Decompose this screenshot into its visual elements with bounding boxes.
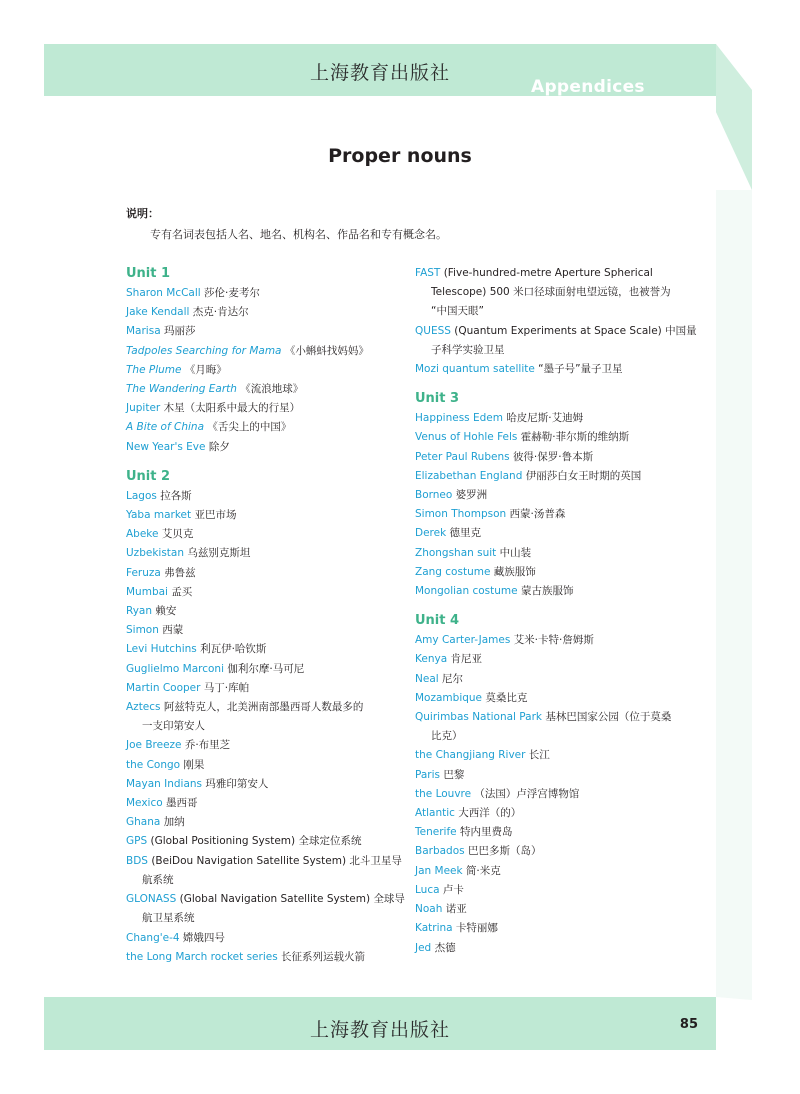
entry-term: Jan Meek: [415, 864, 463, 877]
entry-translation: 伊丽莎白女王时期的英国: [525, 469, 642, 482]
entry-full-name: (Quantum Experiments at Space Scale): [454, 324, 662, 337]
glossary-entry: [126, 756, 408, 775]
entry-term: Ghana: [126, 816, 161, 829]
entry-translation: 藏族服饰: [493, 565, 536, 578]
entry-full-name: (Global Navigation Satellite System): [179, 893, 371, 906]
glossary-entry: [415, 582, 697, 601]
entry-term: The Wandering Earth: [126, 383, 237, 396]
entry-term: The Plume: [126, 363, 182, 376]
entry-translation: 阿兹特克人，北美洲南部墨西哥人数最多的: [163, 701, 364, 714]
entry-term: FAST: [415, 267, 441, 279]
entry-translation: 墨西哥: [166, 797, 198, 810]
glossary-entry: [415, 670, 697, 689]
entry-translation: 婆罗洲: [455, 489, 488, 502]
glossary-entry: [415, 505, 697, 524]
glossary-entry: [415, 486, 697, 505]
footer-band: [44, 997, 716, 1050]
glossary-entry: [415, 842, 697, 861]
entry-term: Mumbai: [126, 585, 168, 598]
entry-translation: 北斗卫星导: [349, 854, 402, 867]
entry-term: Venus of Hohle Fels: [415, 431, 518, 444]
glossary-entry: [415, 467, 697, 486]
entry-term: Martin Cooper: [126, 681, 201, 694]
entry-term: Uzbekistan: [126, 547, 184, 560]
entry-term: GPS: [126, 835, 148, 848]
glossary-entry: [415, 919, 697, 938]
entry-term: Jake Kendall: [126, 306, 190, 319]
entry-term: Guglielmo Marconi: [126, 662, 225, 675]
entry-term: Mozi quantum satellite: [415, 363, 535, 376]
entry-translation: 玛雅印第安人: [205, 777, 269, 790]
entry-translation: 肯尼亚: [450, 653, 482, 666]
entry-translation: 拉各斯: [160, 489, 192, 502]
entry-term: Noah: [415, 903, 443, 916]
entry-translation: 哈皮尼斯·艾迪姆: [506, 412, 584, 425]
glossary-entry: [415, 900, 697, 919]
glossary-entry: [126, 621, 408, 640]
entry-term: New Year's Eve: [126, 440, 206, 453]
entry-full-name: (Global Positioning System): [150, 835, 296, 848]
glossary-entry: [415, 881, 697, 900]
entry-translation: 巴黎: [443, 768, 465, 781]
entry-term: Amy Carter-James: [415, 634, 511, 647]
entry-translation: 长征系列运载火箭: [281, 950, 366, 963]
entry-translation: 《舌尖上的中国》: [207, 421, 292, 434]
entry-term: Elizabethan England: [415, 469, 523, 482]
entry-translation: 《月晦》: [184, 363, 227, 376]
glossary-entry: [126, 418, 408, 437]
header-publisher: 上海教育出版社: [309, 62, 450, 84]
entry-translation: 杰克·肯达尔: [192, 306, 249, 319]
glossary-entry: [126, 660, 408, 679]
entry-translation: 中山装: [499, 546, 532, 559]
glossary-entry: [415, 785, 697, 804]
left-column: [126, 264, 408, 967]
entry-translation: 孟买: [171, 585, 193, 598]
footer-publisher: 上海教育出版社: [309, 1019, 450, 1041]
entry-translation: 诺亚: [445, 903, 467, 916]
unit-heading: Unit 1: [126, 266, 171, 281]
glossary-entry: [415, 524, 697, 543]
entry-translation: 加纳: [163, 816, 185, 829]
entry-translation: 伽利尔摩·马可尼: [227, 662, 305, 675]
entry-term: Paris: [415, 768, 440, 781]
glossary-entry: [126, 361, 408, 380]
entry-translation: 艾米·卡特·詹姆斯: [513, 634, 594, 647]
glossary-entry: [415, 708, 697, 746]
entry-term: Zhongshan suit: [415, 546, 497, 559]
entry-term: the Long March rocket series: [126, 950, 278, 963]
entry-translation: 莎伦·麦考尔: [204, 287, 260, 299]
entry-translation: 西蒙: [162, 624, 184, 637]
entry-term: Feruza: [126, 566, 161, 579]
glossary-entry: [415, 264, 697, 322]
entry-term: Borneo: [415, 489, 453, 502]
entry-continuation: 比克）: [431, 730, 463, 743]
entry-continuation: 子科学实验卫星: [431, 343, 505, 356]
entry-translation: 《小蝌蚪找妈妈》: [284, 344, 369, 357]
entry-term: Tadpoles Searching for Mama: [126, 344, 282, 357]
glossary-entry: [415, 631, 697, 650]
glossary-entry: [126, 890, 408, 928]
entry-continuation: 航卫星系统: [142, 912, 195, 925]
entry-translation: 尼尔: [442, 672, 464, 685]
entry-continuation: “中国天眼”: [431, 305, 484, 318]
entry-translation: 玛丽莎: [163, 325, 196, 338]
entry-translation: “墨子号”量子卫星: [538, 363, 623, 376]
entry-translation: 莫桑比克: [485, 691, 528, 704]
unit-heading: Unit 3: [415, 391, 460, 407]
entry-translation: 全球定位系统: [298, 835, 362, 848]
entry-term: Abeke: [126, 528, 159, 541]
entry-translation: 马丁·库帕: [203, 681, 250, 694]
glossary-entry: [126, 322, 408, 341]
entry-term: Mexico: [126, 797, 163, 810]
entry-term: Zang costume: [415, 565, 491, 578]
entry-term: Joe Breeze: [126, 739, 182, 752]
entry-translation: 西蒙·汤普森: [509, 508, 566, 521]
entry-term: Peter Paul Rubens: [415, 450, 510, 463]
entry-term: Marisa: [126, 325, 161, 338]
entry-term: GLONASS: [126, 893, 177, 906]
entry-translation: 亚巴市场: [194, 509, 237, 522]
entry-translation: 嫦娥四号: [182, 931, 225, 944]
glossary-entry: [126, 736, 408, 755]
glossary-entry: [126, 487, 408, 506]
glossary-entry: [126, 342, 408, 361]
entry-translation: 大西洋（的）: [458, 807, 522, 820]
glossary-entry: [415, 409, 697, 428]
entry-term: Ryan: [126, 605, 153, 618]
entry-term: Simon Thompson: [415, 508, 507, 521]
entry-term: the Louvre: [415, 787, 472, 800]
glossary-entry: [126, 583, 408, 602]
glossary-entry: [415, 746, 697, 765]
entry-translation: 艾贝克: [161, 528, 194, 541]
glossary-entry: [126, 832, 408, 851]
note-heading: 说明：: [126, 207, 159, 220]
entry-term: Jupiter: [126, 402, 161, 415]
entry-translation: （法国）卢浮宫博物馆: [474, 787, 580, 800]
glossary-entry: [126, 948, 408, 967]
glossary-entry: [126, 284, 408, 303]
entry-translation: 霍赫勒·菲尔斯的维纳斯: [520, 431, 630, 444]
entry-term: Kenya: [415, 653, 448, 666]
entry-translation: 彼得·保罗·鲁本斯: [512, 450, 594, 463]
glossary-entry: [126, 525, 408, 544]
glossary-entry: [126, 852, 408, 890]
entry-translation: 德里克: [449, 527, 482, 540]
glossary-entry: [126, 813, 408, 832]
entry-translation: 卡特丽娜: [455, 922, 498, 935]
entry-continuation: 一支印第安人: [142, 720, 205, 733]
entry-term: Tenerife: [415, 826, 457, 839]
glossary-entry: [415, 689, 697, 708]
glossary-entry: [415, 939, 697, 958]
entry-term: Atlantic: [415, 807, 455, 820]
entry-translation: 《流浪地球》: [240, 383, 304, 396]
entry-term: Aztecs: [126, 701, 161, 714]
entry-term: Jed: [415, 941, 432, 954]
page-title: Proper nouns: [328, 145, 472, 167]
entry-translation: 除夕: [208, 440, 230, 453]
entry-continuation: 航系统: [142, 873, 174, 886]
glossary-entry: [126, 698, 408, 736]
page-number: 85: [679, 1017, 698, 1032]
glossary-entry: [126, 640, 408, 659]
entry-translation: 利瓦伊·哈钦斯: [200, 643, 267, 656]
right-column: [415, 264, 697, 958]
entry-term: the Congo: [126, 758, 181, 771]
entry-translation: 巴巴多斯（岛）: [467, 845, 542, 858]
entry-translation: 乌兹别克斯坦: [187, 547, 251, 560]
entry-term: Sharon McCall: [126, 287, 201, 299]
entry-translation: 长江: [528, 749, 550, 762]
glossary-entry: [126, 679, 408, 698]
entry-translation: 乔·布里芝: [184, 739, 231, 752]
entry-term: Levi Hutchins: [126, 643, 197, 656]
entry-term: the Changjiang River: [415, 749, 526, 762]
entry-continuation: Telescope) 500 米口径球面射电望远镜，也被誉为: [431, 286, 671, 299]
glossary-entry: [126, 602, 408, 621]
glossary-entry: [126, 564, 408, 583]
entry-translation: 弗鲁兹: [164, 566, 196, 579]
entry-translation: 卢卡: [442, 883, 464, 896]
entry-term: Derek: [415, 527, 447, 540]
glossary-entry: [415, 823, 697, 842]
glossary-entry: [126, 380, 408, 399]
entry-term: Mozambique: [415, 691, 483, 704]
entry-term: Happiness Edem: [415, 412, 503, 425]
glossary-entry: [415, 360, 697, 379]
glossary-entry: [415, 650, 697, 669]
glossary-entry: [415, 862, 697, 881]
entry-full-name: (Five-hundred-metre Aperture Spherical: [443, 267, 653, 279]
glossary-entry: [126, 775, 408, 794]
entry-term: Lagos: [126, 489, 157, 502]
entry-term: Luca: [415, 883, 440, 896]
entry-term: Neal: [415, 672, 439, 685]
unit-heading: Unit 4: [415, 613, 460, 629]
glossary-entry: [415, 563, 697, 582]
entry-translation: 蒙古族服饰: [520, 585, 574, 598]
section-label: Appendices: [531, 77, 645, 97]
entry-translation: 赖安: [155, 605, 177, 618]
entry-term: A Bite of China: [126, 421, 205, 434]
glossary-entry: [415, 322, 697, 360]
glossary-entry: [126, 506, 408, 525]
entry-full-name: (BeiDou Navigation Satellite System): [151, 854, 347, 867]
entry-translation: 木星（太阳系中最大的行星）: [163, 402, 301, 415]
entry-term: Quirimbas National Park: [415, 711, 542, 724]
glossary-entry: [126, 794, 408, 813]
entry-term: Yaba market: [126, 509, 192, 522]
glossary-entry: [126, 438, 408, 457]
glossary-entry: [126, 544, 408, 563]
entry-translation: 特内里费岛: [459, 826, 513, 839]
entry-translation: 杰德: [434, 941, 456, 954]
entry-term: QUESS: [415, 324, 451, 337]
glossary-entry: [415, 448, 697, 467]
entry-term: Mayan Indians: [126, 777, 203, 790]
entry-term: Mongolian costume: [415, 585, 518, 598]
entry-term: Barbados: [415, 845, 465, 858]
note-text: 专有名词表包括人名、地名、机构名、作品名和专有概念名。: [150, 228, 447, 241]
entry-term: Katrina: [415, 922, 453, 935]
glossary-entry: [415, 428, 697, 447]
glossary-entry: [126, 929, 408, 948]
glossary-entry: [126, 399, 408, 418]
entry-translation: 全球导: [373, 893, 405, 906]
entry-translation: 刚果: [183, 758, 205, 771]
entry-term: Simon: [126, 624, 159, 637]
entry-translation: 中国量: [665, 324, 697, 337]
entry-term: BDS: [126, 854, 148, 867]
entry-translation: 简·米克: [465, 864, 501, 877]
unit-heading: Unit 2: [126, 468, 171, 484]
glossary-entry: [126, 303, 408, 322]
glossary-entry: [415, 766, 697, 785]
glossary-entry: [415, 544, 697, 563]
glossary-entry: [415, 804, 697, 823]
entry-translation: 基林巴国家公园（位于莫桑: [545, 711, 672, 724]
entry-term: Chang'e-4: [126, 931, 180, 944]
